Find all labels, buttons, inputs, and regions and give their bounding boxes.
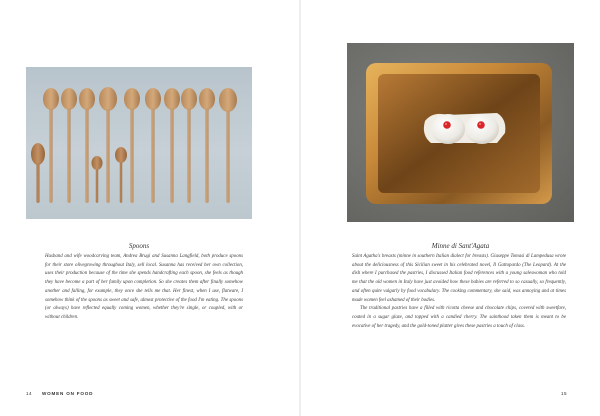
minne-caption-body xyxy=(352,253,566,331)
pastry-right xyxy=(465,114,499,144)
pastry-left xyxy=(431,114,465,144)
short-spoons xyxy=(31,143,127,203)
tray-illustration xyxy=(347,43,574,222)
right-page-number: 15 xyxy=(561,391,568,396)
spoons-illustration xyxy=(26,67,252,219)
spoons-caption-paragraph: Husband and wife woodcarving team, Andrea Brugi and Susanna Langfield, both produce spoons for their store olivegrowing throughout Italy, sell local. Susanna has received her own collection, uses their production because of the time she spends handcrafting each spoon, she feels as though they have become a part of her family upon completion. So she creates them after finally somehow another and falling, for example, they once she tells me that. Her finest, when I use, flatware, I somehow think of the spoons as sweet and safe, almost protective of the food I'm eating. The spoons (or always) have reflected equally coming women, whether they're single, or coupled, with or without children. xyxy=(45,254,243,320)
long-spoons xyxy=(43,87,237,203)
cherry-right xyxy=(477,121,485,129)
spoons-caption-title: Spoons xyxy=(128,242,150,250)
minne-caption-title: Minne di Sant'Agata xyxy=(431,242,490,250)
left-page-number: 14 xyxy=(26,391,33,396)
running-title: WOMEN ON FOOD xyxy=(42,391,94,396)
spoons-photo xyxy=(26,67,252,219)
minne-caption-paragraph-2: The traditional pastries have a filled with ricotta cheese and chocolate chips, covered with sweetfare, coated in a sugar glaze, and topped with a candied cherry. The sainthood taken them is meant to be evocative of her tragedy, and the gold-toned platter gives these pastries a touch of class. xyxy=(352,306,566,329)
minne-caption-paragraph-1: Saint Agatha's breasts (minne in southern Italian dialect for breasts). Giuseppe Tomasi di Lampedusa wrote about the deliciousness of this Sicilian sweet in his celebrated novel, Il Gattopardo (The Leopard). At the dish where I purchased the pastries, I discussed Italian food references with a young saleswoman who told me that the old women in Italy have just avoided how these babies are referred to so casually, so frequently, and often quite vulgarly by food vocabulary. The cooking commentary, she said, was annoying and at times made women feel ashamed of their bodies. xyxy=(352,254,566,303)
spoons-caption-body xyxy=(45,253,243,323)
tray-photo xyxy=(347,43,574,222)
cherry-left xyxy=(443,121,451,129)
